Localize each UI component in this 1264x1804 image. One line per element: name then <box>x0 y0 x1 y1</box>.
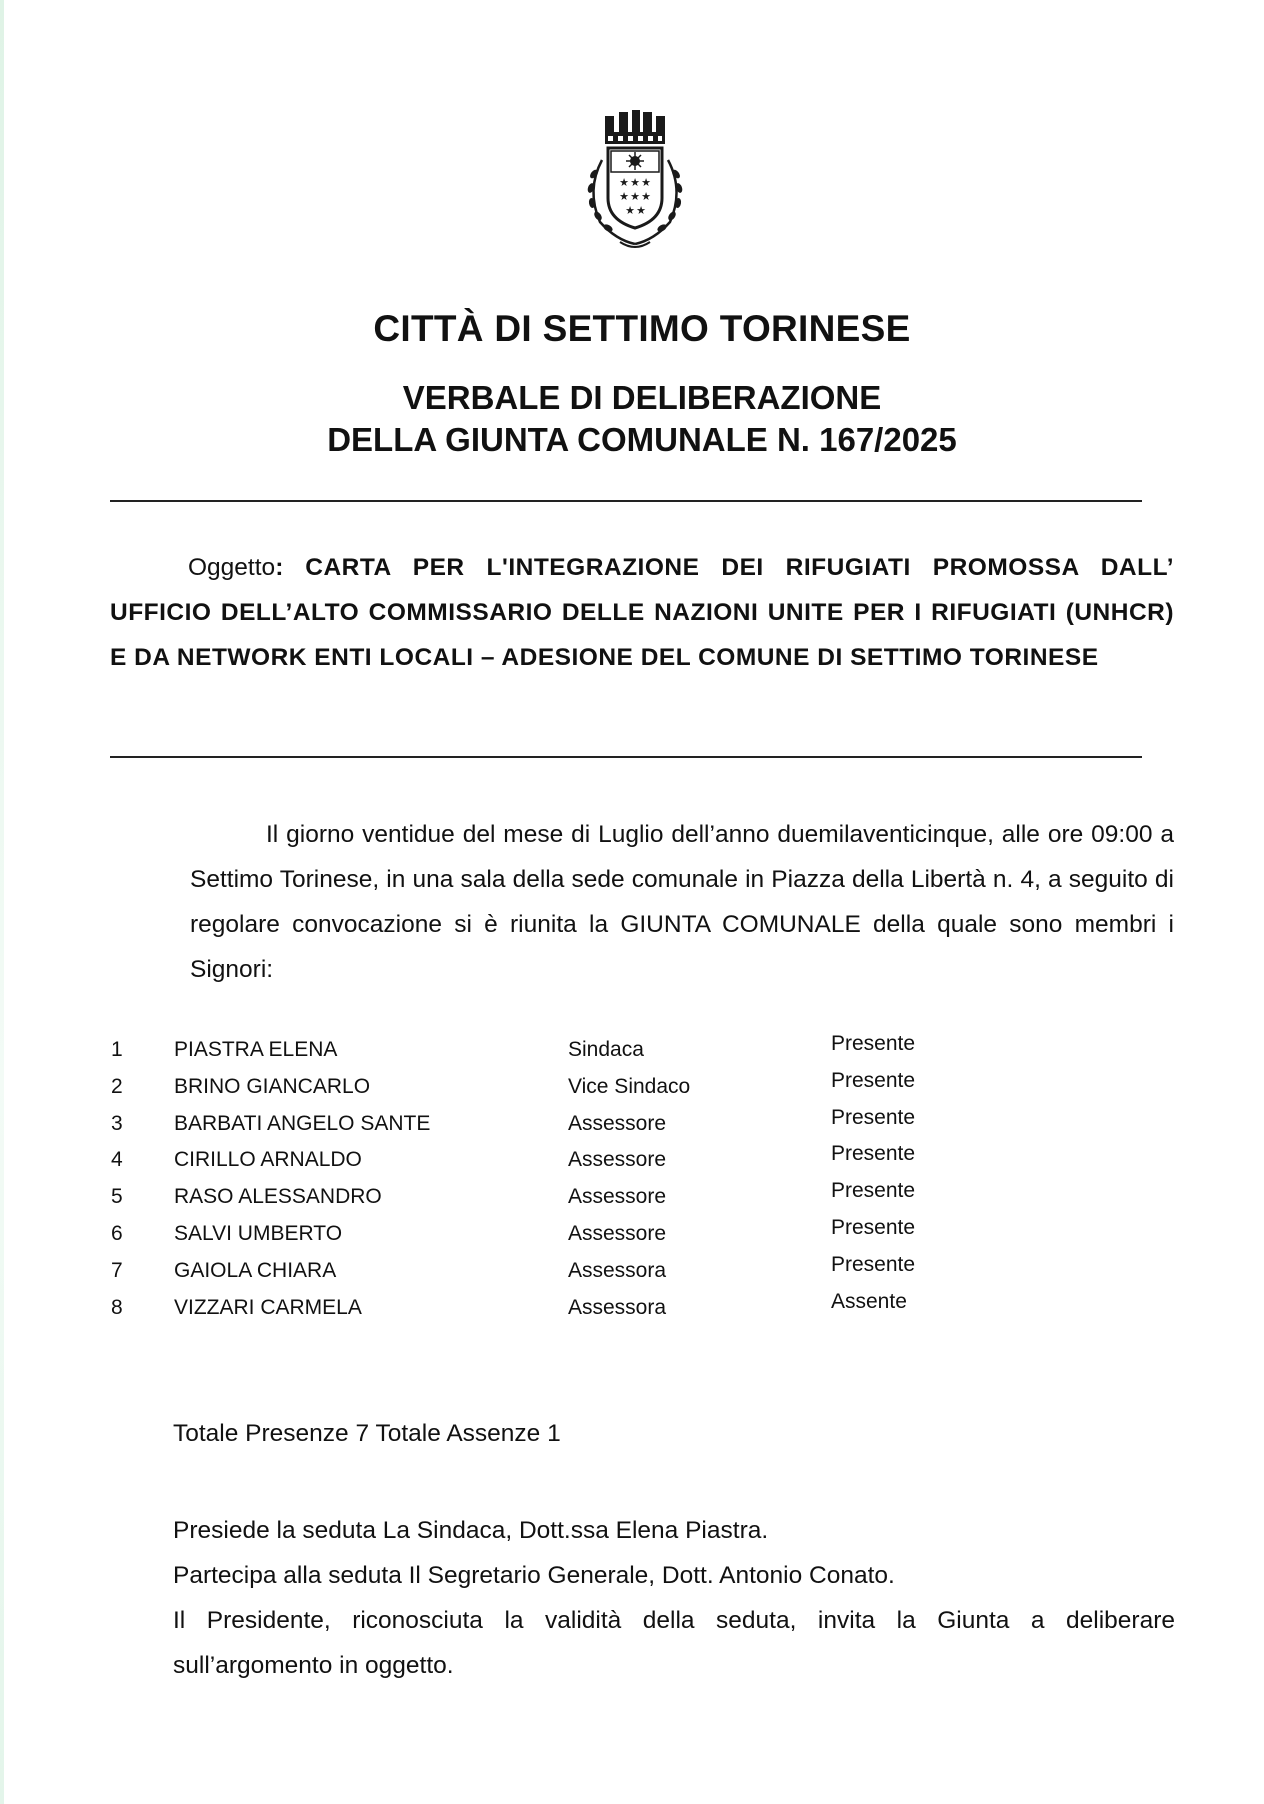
member-name: BARBATI ANGELO SANTE <box>174 1111 431 1135</box>
svg-text:★: ★ <box>630 190 640 203</box>
document-title-line2: DELLA GIUNTA COMUNALE N. 167/2025 <box>327 421 957 458</box>
member-status: Presente <box>831 1252 916 1276</box>
member-name: VIZZARI CARMELA <box>174 1295 362 1319</box>
member-status: Presente <box>831 1142 916 1166</box>
subject-paragraph <box>110 545 1174 680</box>
member-status: Presente <box>831 1179 916 1203</box>
member-status: Presente <box>831 1105 916 1129</box>
member-name: PIASTRA ELENA <box>174 1038 338 1061</box>
document-title <box>0 377 1264 461</box>
member-number: 8 <box>111 1295 123 1319</box>
document-title-line1: VERBALE DI DELIBERAZIONE <box>402 379 882 416</box>
member-number: 7 <box>111 1258 123 1282</box>
svg-text:★: ★ <box>641 176 651 189</box>
closing-section <box>173 1508 1175 1688</box>
subject-text: CARTA PER L'INTEGRAZIONE DEI RIFUGIATI PROMOSSA DALL’ UFFICIO DELL’ALTO COMMISSARIO DELLE NAZIONI UNITE PER I RIFUGIATI (UNHCR) E DA NETWORK ENTI LOCALI – ADESIONE DEL COMUNE DI SETTIMO TORINESE <box>110 554 1174 671</box>
member-role: Assessore <box>568 1221 667 1245</box>
member-status: Presente <box>831 1068 916 1092</box>
member-role: Sindaca <box>568 1038 644 1061</box>
members-list <box>110 1032 1010 1332</box>
divider-bottom <box>110 756 1142 758</box>
member-number: 1 <box>111 1038 123 1061</box>
member-role: Vice Sindaco <box>568 1074 691 1098</box>
invitation-line: Il Presidente, riconosciuta la validità della seduta, invita la Giunta a deliberare sull’argomento in oggetto. <box>173 1607 1175 1679</box>
member-number: 5 <box>111 1185 123 1209</box>
member-role: Assessora <box>568 1295 667 1319</box>
city-name: CITTÀ DI SETTIMO TORINESE <box>373 308 911 349</box>
member-status: Assente <box>831 1289 907 1313</box>
member-number: 3 <box>111 1111 123 1135</box>
divider-top <box>110 500 1142 502</box>
svg-text:★: ★ <box>619 176 629 189</box>
svg-text:★: ★ <box>619 190 629 203</box>
coat-of-arms-icon <box>578 110 692 254</box>
member-role: Assessore <box>568 1185 667 1209</box>
attendance-totals: Totale Presenze 7 Totale Assenze 1 <box>173 1420 561 1447</box>
svg-text:★: ★ <box>636 204 646 217</box>
member-name: RASO ALESSANDRO <box>174 1185 382 1209</box>
member-name: CIRILLO ARNALDO <box>174 1148 362 1172</box>
subject-label: Oggetto <box>188 554 276 581</box>
svg-text:★: ★ <box>641 190 651 203</box>
svg-text:★: ★ <box>630 176 640 189</box>
member-status: Presente <box>831 1032 916 1055</box>
intro-paragraph <box>190 812 1174 992</box>
member-role: Assessore <box>568 1111 667 1135</box>
svg-text:★: ★ <box>625 204 635 217</box>
member-number: 2 <box>111 1074 123 1098</box>
secretary-line: Partecipa alla seduta Il Segretario Generale, Dott. Antonio Conato. <box>173 1562 895 1589</box>
member-role: Assessora <box>568 1258 667 1282</box>
subject-colon: : <box>275 554 284 581</box>
member-name: BRINO GIANCARLO <box>174 1074 371 1098</box>
member-status: Presente <box>831 1215 916 1239</box>
member-number: 4 <box>111 1148 123 1172</box>
intro-text: Il giorno ventidue del mese di Luglio dell’anno duemilaventicinque, alle ore 09:00 a Settimo Torinese, in una sala della sede comunale in Piazza della Libertà n. 4, a seguito di regolare convocazione si è riunita la GIUNTA COMUNALE della quale sono membri i Signori: <box>190 821 1174 983</box>
member-row <box>110 1289 1010 1333</box>
member-name: SALVI UMBERTO <box>174 1221 343 1245</box>
member-name: GAIOLA CHIARA <box>174 1258 337 1282</box>
president-line: Presiede la seduta La Sindaca, Dott.ssa Elena Piastra. <box>173 1517 769 1544</box>
member-number: 6 <box>111 1221 123 1245</box>
member-role: Assessore <box>568 1148 667 1172</box>
